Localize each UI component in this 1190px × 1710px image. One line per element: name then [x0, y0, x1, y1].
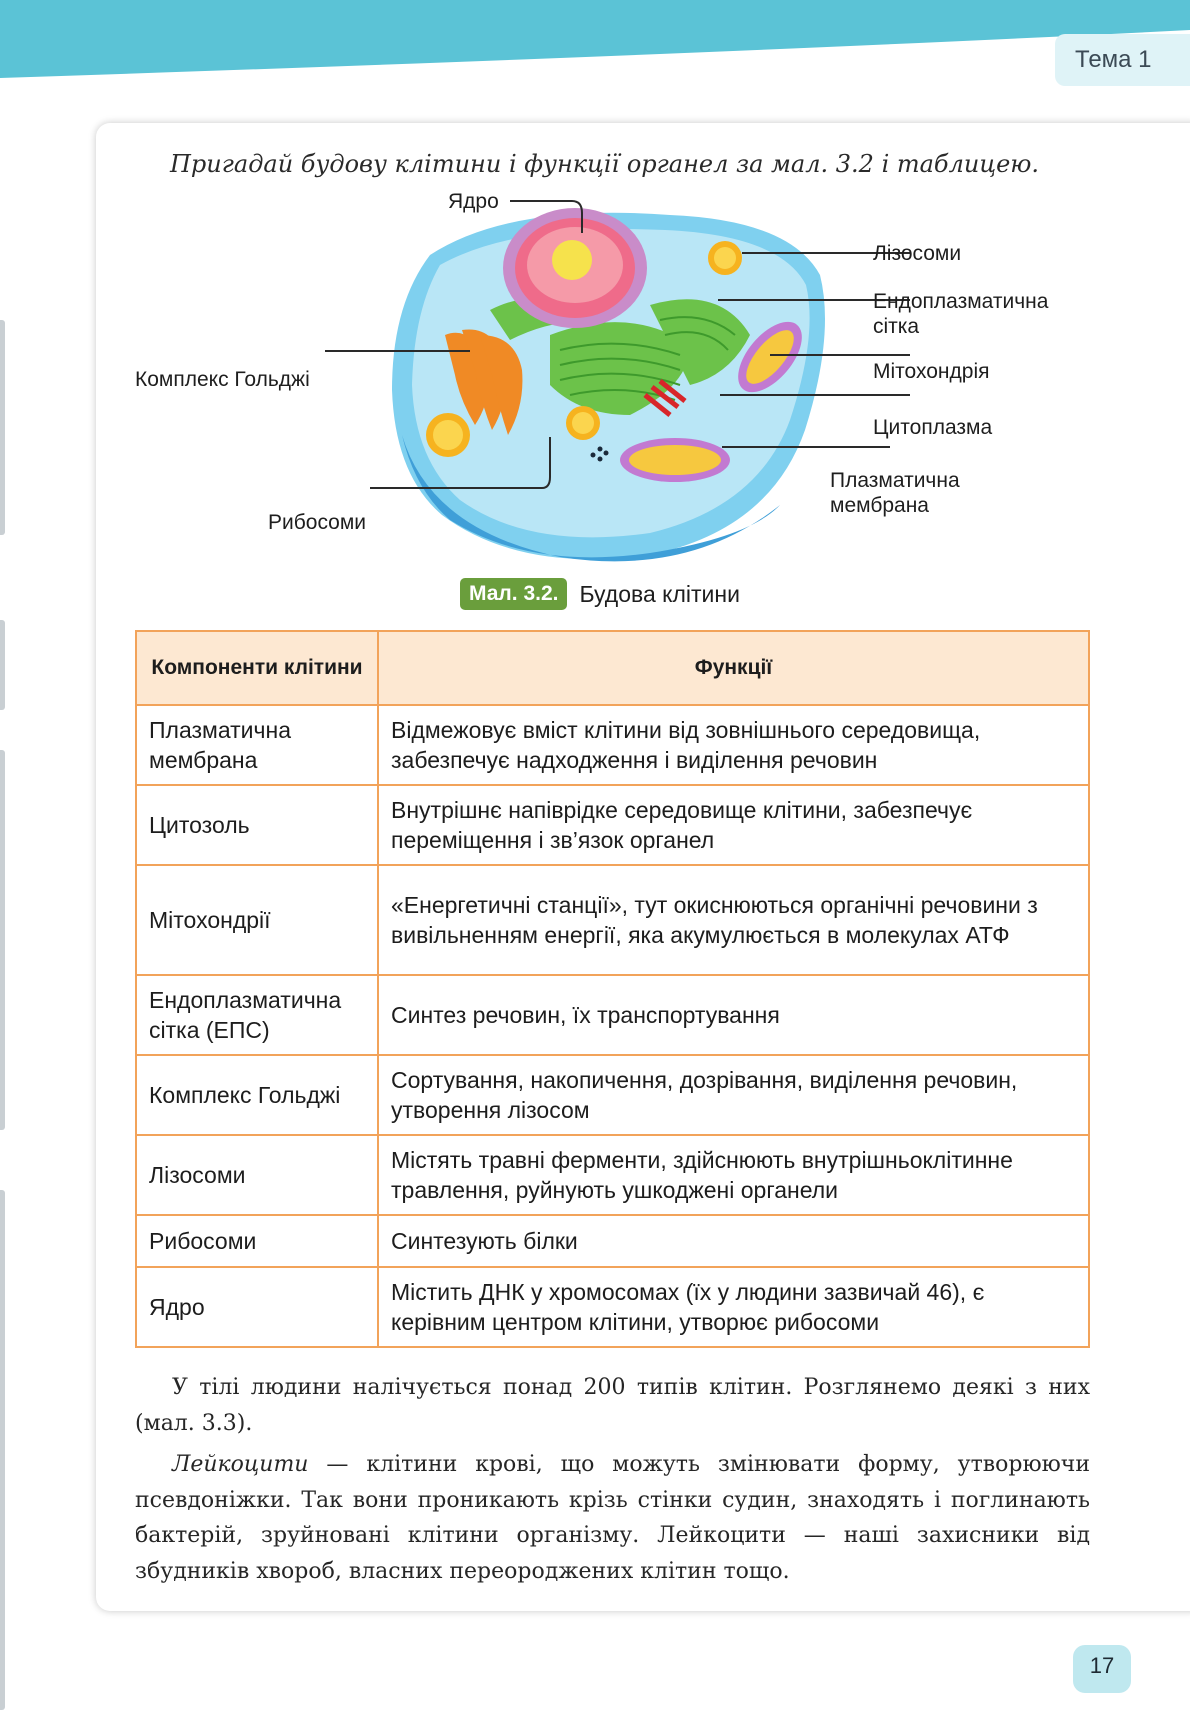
label-er-line1: Ендоплазматична [873, 290, 1049, 313]
label-er-line2: сітка [873, 315, 920, 338]
figure-caption [460, 578, 740, 612]
cell-function: «Енергетичні станції», тут окиснюються органічні речовини з вивільненням енергії, яка акумулюється в молекулах АТФ [378, 865, 1089, 975]
label-membrane-line2: мембрана [830, 494, 929, 517]
theme-tab: Тема 1 [1055, 34, 1190, 86]
table-row [136, 865, 1089, 975]
label-ribosomes: Рибосоми [268, 511, 367, 534]
cell-component: Мітохондрії [136, 865, 378, 975]
label-mitochondrion: Мітохондрія [873, 360, 990, 383]
label-golgi: Комплекс Гольджі [135, 368, 310, 391]
caption-text: Будова клітини [579, 580, 740, 607]
cell-component: Ядро [136, 1267, 378, 1347]
table-row [136, 1267, 1089, 1347]
cell-function: Внутрішнє напіврідке середовище клітини, забезпечує переміщення і зв’язок органел [378, 785, 1089, 865]
paragraph-cell-types-text: У тілі людини налічується понад 200 типів клітин. Розглянемо деякі з них (мал. 3.3). [135, 1375, 1090, 1436]
cell-component: Рибосоми [136, 1215, 378, 1267]
table-row [136, 785, 1089, 865]
cell-function: Містять травні ферменти, здійснюють внутрішньоклітинне травлення, руйнують ушкоджені органели [378, 1135, 1089, 1215]
cell-figure [130, 185, 1090, 565]
caption-badge: Мал. 3.2. [460, 578, 567, 610]
header-band [0, 0, 1190, 78]
table-header-row [136, 631, 1089, 705]
table-row [136, 1215, 1089, 1267]
label-lysosomes: Лізосоми [873, 242, 962, 265]
label-membrane-line1: Плазматична [830, 469, 960, 492]
paragraph-cell-types [135, 1370, 1090, 1441]
header-functions: Функції [378, 631, 1089, 705]
cell-function: Містить ДНК у хромосомах (їх у людини зазвичай 46), є керівним центром клітини, утворює рибосоми [378, 1267, 1089, 1347]
page-number: 17 [1073, 1645, 1131, 1693]
cell-component: Цитозоль [136, 785, 378, 865]
header-components: Компоненти клітини [136, 631, 378, 705]
label-cytoplasm: Цитоплазма [873, 416, 993, 439]
label-nucleus: Ядро [448, 190, 499, 213]
cell-function: Сортування, накопичення, дозрівання, виділення речовин, утворення лізосом [378, 1055, 1089, 1135]
cell-function: Синтез речовин, їх транспортування [378, 975, 1089, 1055]
table-row [136, 975, 1089, 1055]
cell-component: Лізосоми [136, 1135, 378, 1215]
organelles-table [135, 630, 1090, 1348]
table-row [136, 1055, 1089, 1135]
term-leukocytes: Лейкоцити [172, 1452, 309, 1477]
cell-component: Комплекс Гольджі [136, 1055, 378, 1135]
cell-component: Ендоплазматична сітка (ЕПС) [136, 975, 378, 1055]
table-row [136, 705, 1089, 785]
cell-function: Відмежовує вміст клітини від зовнішнього середовища, забезпечує надходження і виділення речовин [378, 705, 1089, 785]
intro-text: Пригадай будову клітини і функції органел за мал. 3.2 і таблицею. [170, 150, 1040, 178]
paragraph-leukocytes [135, 1447, 1090, 1589]
table-row [136, 1135, 1089, 1215]
cell-function: Синтезують білки [378, 1215, 1089, 1267]
paragraph-leukocytes-text: — клітини крові, що можуть змінювати форму, утворюючи псевдоніжки. Так вони проникають крізь стінки судин, знаходять і поглинають бактерій, зруйновані клітини організму. Лейкоцити — наші захисники від збудників хвороб, власних переороджених клітин тощо. [135, 1452, 1090, 1584]
cell-component: Плазматична мембрана [136, 705, 378, 785]
